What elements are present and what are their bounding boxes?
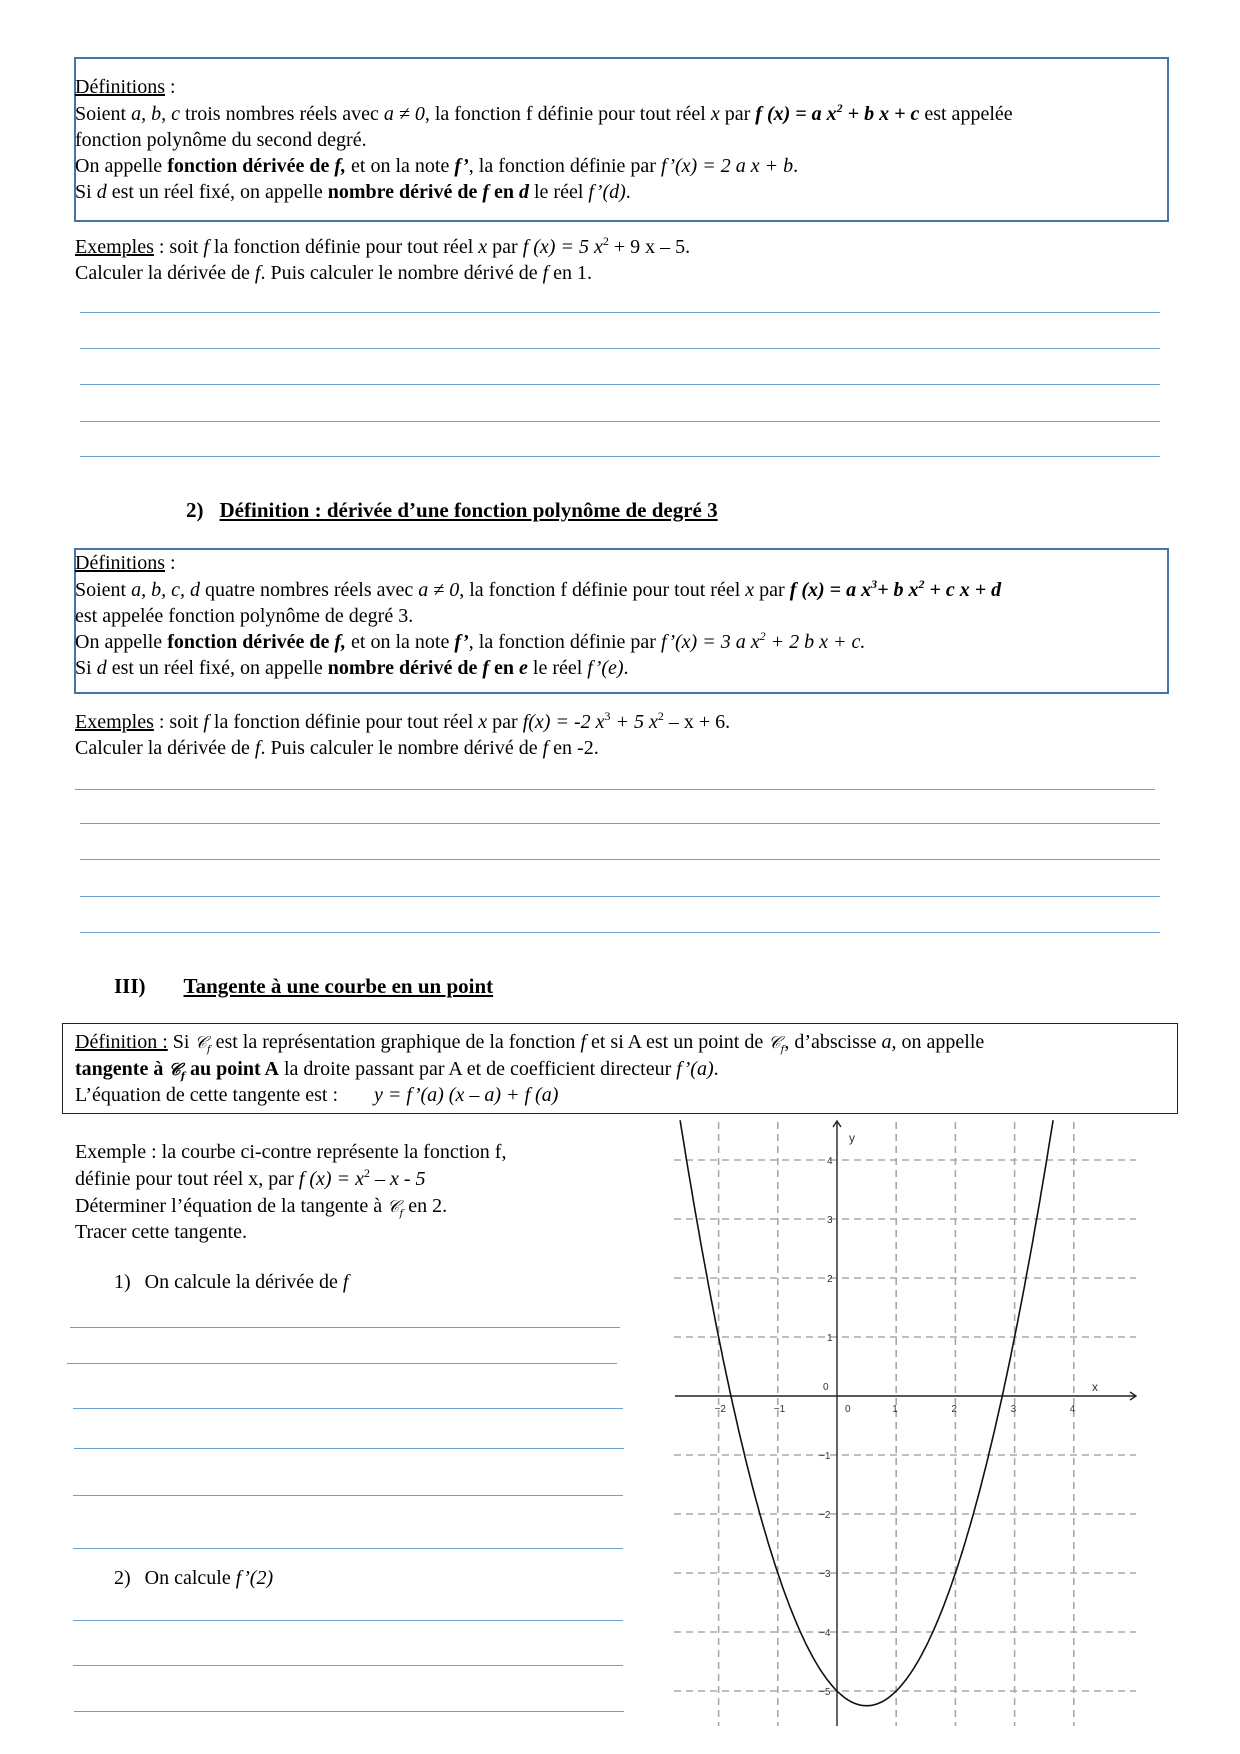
- svg-text:4: 4: [1069, 1404, 1076, 1415]
- example-2-line-1: Exemples : soit f la fonction définie pour tout réel x par f(x) = -2 $x^3 + 5$ $x^2 - x + 6$.: [75, 709, 731, 733]
- definition-title: Définitions :: [75, 76, 176, 98]
- answer-line[interactable]: [80, 421, 1160, 422]
- answer-line[interactable]: [80, 312, 1160, 313]
- svg-text:−1: −1: [773, 1404, 786, 1415]
- svg-text:−3: −3: [819, 1569, 831, 1580]
- example-1-line-1: Exemples : soit f la fonction définie pour tout réel x par f (x) = 5 $x^2 + 9$ x – 5.: [75, 234, 691, 258]
- tangent-definition-line-1: Définition : Si 𝒞$_f$ est la représentation graphique de la fonction f et si A est un point de 𝒞$_f$, d’abscisse a, on appelle: [75, 1031, 985, 1056]
- definition-title: Définitions :: [75, 552, 176, 574]
- example-3-line-2: définie pour tout réel x, par f $(x) = x^2 - x - 5$: [75, 1166, 426, 1190]
- definition-line-3: On appelle fonction dérivée de f, et on la note f’, la fonction définie par f’(x) = 2 a x + b.: [75, 155, 799, 177]
- definition-line-4: Si d est un réel fixé, on appelle nombre dérivé de f en d le réel f’(d).: [75, 181, 631, 203]
- step-1: 1) On calcule la dérivée de f: [114, 1271, 349, 1293]
- svg-text:2: 2: [951, 1404, 957, 1415]
- section-3-heading: III) Tangente à une courbe en un point: [114, 974, 494, 998]
- tangent-definition-line-2: tangente à 𝒞$_f$ au point A la droite passant par A et de coefficient directeur f’(a).: [75, 1058, 719, 1083]
- definition-line-4: Si d est un réel fixé, on appelle nombre dérivé de f en e le réel f’(e).: [75, 657, 629, 679]
- parabola-curve: [680, 1120, 1053, 1705]
- answer-line[interactable]: [80, 859, 1160, 860]
- answer-line[interactable]: [70, 1327, 620, 1328]
- cf-symbol: 𝒞$_f$: [168, 1060, 186, 1083]
- answer-line[interactable]: [74, 1711, 624, 1712]
- svg-text:1: 1: [892, 1404, 898, 1415]
- answer-line[interactable]: [73, 1495, 623, 1496]
- example-3-line-3: Déterminer l’équation de la tangente à 𝒞$_f$ en 2.: [75, 1195, 448, 1220]
- formula-degree3: f (x) = a $x^3+ b$ $x^2 + c$ x + d: [789, 577, 1002, 601]
- x-axis-label: x: [1092, 1380, 1098, 1394]
- svg-text:−5: −5: [819, 1687, 831, 1698]
- axes: [675, 1121, 1136, 1726]
- step-2: 2) On calcule f’(2): [114, 1567, 274, 1589]
- answer-line[interactable]: [80, 456, 1160, 457]
- example-3-line-1: Exemple : la courbe ci-contre représente la fonction f,: [75, 1141, 507, 1163]
- svg-text:−4: −4: [819, 1628, 831, 1639]
- y-axis-label: y: [849, 1131, 855, 1145]
- parabola-graph: [670, 1116, 1140, 1728]
- example-1-line-2: Calculer la dérivée de f. Puis calculer le nombre dérivé de f en 1.: [75, 262, 593, 284]
- answer-line[interactable]: [75, 789, 1155, 790]
- definition-line-1: Soient a, b, c trois nombres réels avec a ≠ 0, la fonction f définie pour tout réel x par f (x) = a $x^2 + b$ x + c est appelée: [75, 101, 1013, 125]
- answer-line[interactable]: [67, 1363, 617, 1364]
- formula-degree2: f (x) = a $x^2 + b$ x + c: [755, 101, 920, 125]
- answer-line[interactable]: [80, 384, 1160, 385]
- svg-text:−2: −2: [819, 1510, 831, 1521]
- cf-symbol: 𝒞$_f$: [768, 1033, 785, 1056]
- answer-line[interactable]: [80, 823, 1160, 824]
- origin-label: 0: [823, 1382, 829, 1393]
- section-2-heading: 2) Définition : dérivée d’une fonction polynôme de degré 3: [186, 498, 718, 522]
- definition-line-2: est appelée fonction polynôme de degré 3.: [75, 605, 414, 627]
- grid-lines: [674, 1122, 1136, 1726]
- answer-line[interactable]: [80, 896, 1160, 897]
- svg-text:3: 3: [1010, 1404, 1017, 1415]
- svg-text:2: 2: [827, 1274, 833, 1285]
- svg-text:−1: −1: [819, 1451, 831, 1462]
- answer-line[interactable]: [73, 1548, 623, 1549]
- svg-text:3: 3: [827, 1215, 833, 1226]
- answer-line[interactable]: [74, 1448, 624, 1449]
- svg-text:4: 4: [827, 1156, 833, 1167]
- answer-line[interactable]: [80, 932, 1160, 933]
- svg-text:1: 1: [827, 1333, 833, 1344]
- answer-line[interactable]: [73, 1408, 623, 1409]
- definition-line-2: fonction polynôme du second degré.: [75, 129, 367, 151]
- cf-symbol: 𝒞$_f$: [194, 1033, 211, 1056]
- example-3-line-4: Tracer cette tangente.: [75, 1221, 247, 1243]
- answer-line[interactable]: [73, 1665, 623, 1666]
- cf-symbol: 𝒞$_f$: [387, 1197, 404, 1220]
- example-2-line-2: Calculer la dérivée de f. Puis calculer le nombre dérivé de f en -2.: [75, 737, 599, 759]
- definition-line-3: On appelle fonction dérivée de f, et on la note f’, la fonction définie par f’(x) = 3 a $x^2 + 2$ b x + c.: [75, 629, 866, 653]
- answer-line[interactable]: [73, 1620, 623, 1621]
- svg-text:−2: −2: [714, 1404, 727, 1415]
- definition-line-1: Soient a, b, c, d quatre nombres réels avec a ≠ 0, la fonction f définie pour tout réel x par f (x) = a $x^3+ b$ $x^2 + c$ x + d: [75, 577, 1002, 601]
- tick-labels: [715, 1156, 1076, 1698]
- tangent-definition-line-3: L’équation de cette tangente est : y = f’(a) (x – a) + f (a): [75, 1084, 559, 1106]
- answer-line[interactable]: [80, 348, 1160, 349]
- svg-text:0: 0: [845, 1404, 851, 1415]
